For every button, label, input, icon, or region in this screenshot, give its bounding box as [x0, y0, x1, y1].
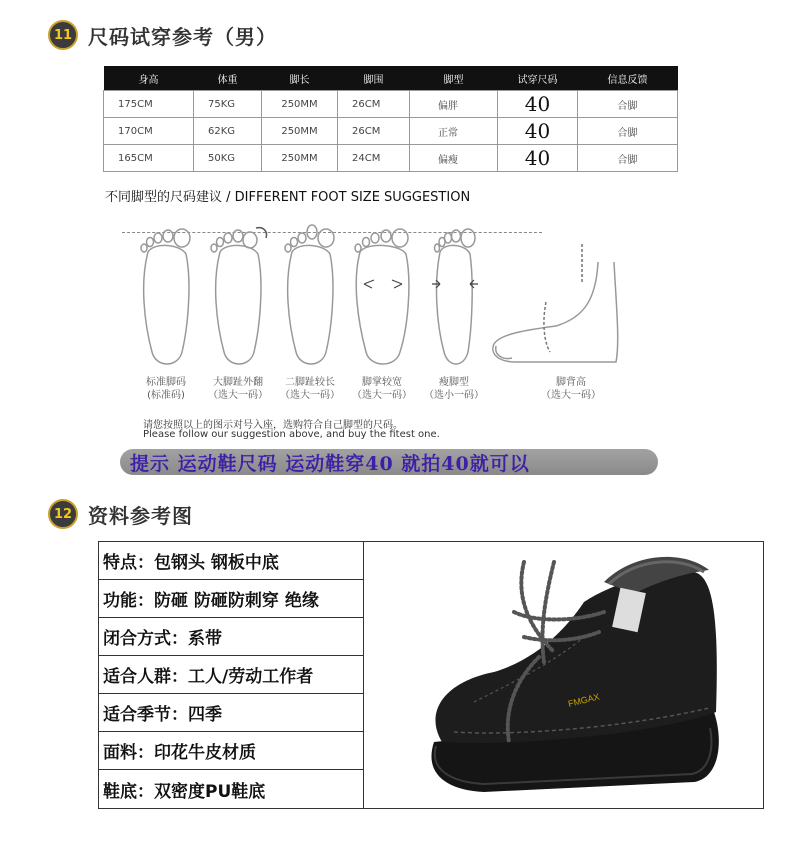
foot-caption-line: （选大一码）	[541, 390, 601, 401]
trial-size-cell: 40	[498, 118, 578, 145]
foot-caption-line: 瘦脚型	[439, 377, 469, 388]
foot-guide-title: 不同脚型的尺码建议 / DIFFERENT FOOT SIZE SUGGESTION	[105, 190, 471, 205]
foot-high-instep-icon	[486, 222, 626, 372]
foot-guide-note-en: Please follow our suggestion above, and buy the fitest one.	[143, 429, 440, 440]
height-cell: 170CM	[104, 118, 194, 145]
feedback-cell: 合脚	[578, 91, 678, 118]
section-header-size	[48, 20, 277, 50]
foot-caption-line: 脚掌较宽	[362, 377, 402, 388]
size-trial-table	[103, 66, 678, 172]
spec-material: 面料：印花牛皮材质	[99, 732, 363, 770]
spec-closure: 闭合方式：系带	[99, 618, 363, 656]
weight-cell: 62KG	[194, 118, 262, 145]
foot-long-second-toe	[274, 222, 346, 402]
shoe-brand-logo: FMGAX	[567, 691, 601, 709]
foot-length-cell: 250MM	[262, 91, 338, 118]
foot-girth-cell: 26CM	[338, 91, 410, 118]
size-tip-text: 提示 运动鞋尺码 运动鞋穿40 就拍40就可以	[130, 452, 530, 475]
column-header: 信息反馈	[578, 66, 678, 91]
weight-cell: 75KG	[194, 91, 262, 118]
spec-function: 功能：防砸 防砸防刺穿 绝缘	[99, 580, 363, 618]
table-row	[104, 145, 678, 172]
table-row	[104, 118, 678, 145]
section-header-reference	[48, 499, 193, 529]
foot-caption-line: （选大一码）	[280, 390, 340, 401]
foot-long-toe-icon	[278, 222, 342, 372]
foot-bunion-icon	[206, 222, 270, 372]
foot-caption-line: （选大一码）	[208, 390, 268, 401]
feedback-cell: 合脚	[578, 118, 678, 145]
height-cell: 175CM	[104, 91, 194, 118]
column-header: 脚围	[338, 66, 410, 91]
foot-caption-line: 二脚趾较长	[285, 377, 335, 388]
foot-thin	[418, 222, 490, 402]
foot-length-cell: 250MM	[262, 145, 338, 172]
safety-shoe-icon	[364, 542, 763, 808]
foot-type-cell: 偏胖	[410, 91, 498, 118]
foot-thin-icon	[422, 222, 486, 372]
column-header: 身高	[104, 66, 194, 91]
foot-bunion	[202, 222, 274, 402]
column-header: 体重	[194, 66, 262, 91]
column-header: 脚长	[262, 66, 338, 91]
foot-caption-line: 脚背高	[556, 377, 586, 388]
column-header: 脚型	[410, 66, 498, 91]
trial-size-cell: 40	[498, 91, 578, 118]
foot-caption-line: 标准脚码	[146, 377, 186, 388]
safety-shoe-image	[364, 542, 763, 808]
foot-girth-cell: 24CM	[338, 145, 410, 172]
foot-type-cell: 偏瘦	[410, 145, 498, 172]
feedback-cell: 合脚	[578, 145, 678, 172]
spec-list	[99, 542, 364, 808]
foot-caption-line: (标准码)	[147, 390, 185, 401]
foot-type-cell: 正常	[410, 118, 498, 145]
weight-cell: 50KG	[194, 145, 262, 172]
section-number-badge: 12	[48, 499, 78, 529]
foot-length-cell: 250MM	[262, 118, 338, 145]
section-number-badge: 11	[48, 20, 78, 50]
spec-sole: 鞋底：双密度PU鞋底	[103, 781, 266, 802]
foot-caption-line: （选小一码）	[424, 390, 484, 401]
foot-guide-note-cn: 请您按照以上的图示对号入座，选购符合自己脚型的尺码。	[143, 420, 403, 431]
foot-type-illustrations	[122, 222, 662, 410]
size-tip-banner	[120, 449, 658, 475]
section-title: 资料参考图	[88, 503, 193, 528]
foot-standard-icon	[134, 222, 198, 372]
trial-size-cell: 40	[498, 145, 578, 172]
column-header: 试穿尺码	[498, 66, 578, 91]
foot-wide	[346, 222, 418, 402]
spec-audience: 适合人群：工人/劳动工作者	[99, 656, 363, 694]
foot-high-instep	[486, 222, 626, 402]
foot-caption-line: （选大一码）	[352, 390, 412, 401]
foot-caption-line: 大脚趾外翻	[213, 377, 263, 388]
foot-wide-icon	[350, 222, 414, 372]
foot-girth-cell: 26CM	[338, 118, 410, 145]
spec-season: 适合季节：四季	[99, 694, 363, 732]
table-header-row	[104, 66, 678, 91]
height-cell: 165CM	[104, 145, 194, 172]
foot-standard	[130, 222, 202, 402]
product-reference-table	[98, 541, 764, 809]
table-row	[104, 91, 678, 118]
spec-feature: 特点：包钢头 钢板中底	[99, 542, 363, 580]
section-title: 尺码试穿参考（男）	[88, 24, 277, 49]
